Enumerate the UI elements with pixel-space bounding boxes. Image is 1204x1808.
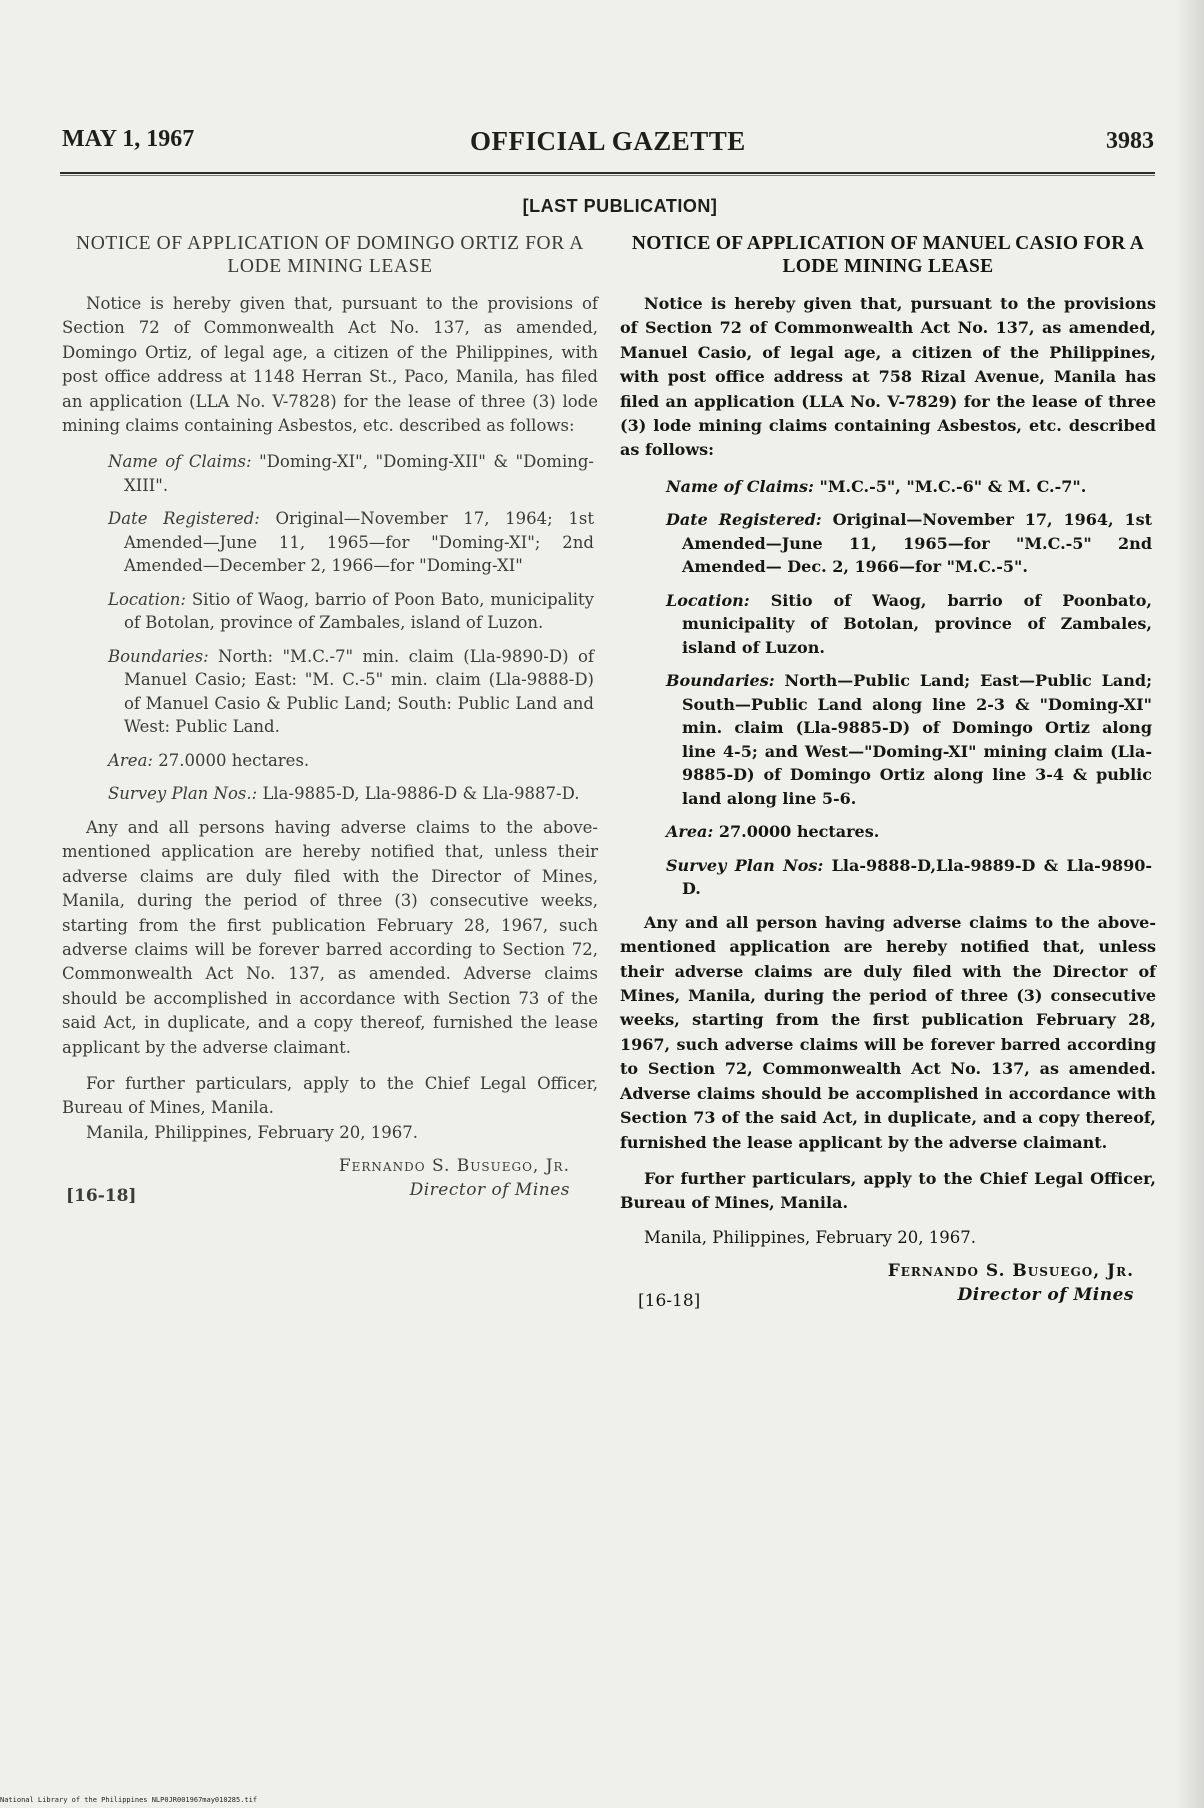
item-label: Date Registered: xyxy=(108,509,260,529)
notice-intro: Notice is hereby given that, pursuant to the provisions of Section 72 of Commonwealth Act No. 137, as amended, Manuel Casio, of legal age, a citizen of the Philippines, with post office address at 758 Rizal Avenue, Manila has filed an application (LLA No. V-7829) for the lease of three (3) lode mining claims containing Asbestos, etc. described as follows: xyxy=(620,294,1156,460)
date-registered xyxy=(108,507,594,578)
item-label: Area: xyxy=(666,822,714,842)
item-label: Name of Claims: xyxy=(108,452,252,472)
survey-plan xyxy=(666,854,1152,901)
location xyxy=(108,588,594,635)
publication-title: OFFICIAL GAZETTE xyxy=(470,126,746,156)
dateline: Manila, Philippines, February 20, 1967. xyxy=(644,1227,976,1247)
notice-manuel-casio xyxy=(620,232,1156,1321)
notice-intro: Notice is hereby given that, pursuant to the provisions of Section 72 of Commonwealth Act No. 137, as amended, Domingo Ortiz, of legal age, a citizen of the Philippines, with post office address at 1148 Herran St., Paco, Manila, has filed an application (LLA No. V-7828) for the lease of three (3) lode mining claims containing Asbestos, etc. described as follows: xyxy=(62,294,598,436)
item-label: Area: xyxy=(108,750,153,770)
item-text: North—Public Land; East—Public Land; South—Public Land along line 2-3 & "Doming-XI" min. claim (Lla-9885-D) of Domingo Ortiz along line 4-5; and West—"Doming-XI" mining claim (Lla-9885-D) of Domingo Ortiz along line 3-4 & public land along line 5-6. xyxy=(682,671,1152,808)
item-text: "Doming-XI", "Doming-XII" & "Doming-XIII". xyxy=(124,452,594,495)
item-text: Lla-9888-D,Lla-9889-D & Lla-9890-D. xyxy=(682,855,1152,899)
claim-names xyxy=(108,450,594,497)
signatory-title: Director of Mines xyxy=(957,1284,1134,1305)
signature-block xyxy=(62,1156,598,1216)
item-label: Boundaries: xyxy=(666,671,775,691)
item-label: Location: xyxy=(108,589,186,609)
header-rule xyxy=(60,172,1155,174)
boundaries xyxy=(108,645,594,739)
signature-block xyxy=(620,1261,1156,1321)
page-number: 3983 xyxy=(1106,128,1154,154)
page-edge-shadow xyxy=(1174,0,1204,1808)
claim-names xyxy=(666,475,1152,499)
location xyxy=(666,589,1152,660)
item-text: 27.0000 hectares. xyxy=(158,750,310,770)
area xyxy=(108,749,594,773)
page-header xyxy=(62,126,1154,162)
item-text: "M.C.-5", "M.C.-6" & M. C.-7". xyxy=(819,476,1087,496)
item-text: Lla-9885-D, Lla-9886-D & Lla-9887-D. xyxy=(262,784,580,804)
signatory-name: Fernando S. Busuego, Jr. xyxy=(338,1155,570,1176)
item-text: Sitio of Waog, barrio of Poon Bato, municipality of Botolan, province of Zambales, island of Luzon. xyxy=(124,589,594,633)
adverse-claims-paragraph: Any and all persons having adverse claims to the above-mentioned application are hereby notified that, unless their adverse claims are duly filed with the Director of Mines, Manila, during the period of three (3) consecutive weeks, starting from the first publication February 28, 1967, such adverse claims will be forever barred according to Section 72, Commonwealth Act No. 137, as amended. Adverse claims should be accomplished in accordance with Section 73 of the said Act, in duplicate, and a copy thereof, furnished the lease applicant by the adverse claimant. xyxy=(62,817,598,1057)
issue-date: MAY 1, 1967 xyxy=(62,126,195,152)
item-label: Survey Plan Nos.: xyxy=(108,784,258,804)
item-label: Location: xyxy=(666,590,750,610)
notice-title: NOTICE OF APPLICATION OF DOMINGO ORTIZ FOR A LODE MINING LEASE xyxy=(76,233,584,277)
publication-ref: [16-18] xyxy=(638,1290,701,1311)
adverse-claims-paragraph: Any and all person having adverse claims to the above-mentioned application are hereby notified that, unless their adverse claims are duly filed with the Director of Mines, Manila, during the period of three (3) consecutive weeks, starting from the first publication February 28, 1967, such adverse claims will be forever barred according to Section 72, Commonwealth Act No. 137, as amended. Adverse claims should be accomplished in accordance with Section 73 of the said Act, in duplicate, and a copy thereof, furnished the lease applicant by the adverse claimant. xyxy=(620,912,1156,1152)
signatory-title: Director of Mines xyxy=(409,1179,570,1200)
scan-footer: National Library of the Philippines NLP0JR001967may010285.tif xyxy=(0,1796,258,1804)
notice-title: NOTICE OF APPLICATION OF MANUEL CASIO FOR A LODE MINING LEASE xyxy=(631,233,1145,277)
further-particulars: For further particulars, apply to the Chief Legal Officer, Bureau of Mines, Manila. xyxy=(62,1074,598,1118)
dateline: Manila, Philippines, February 20, 1967. xyxy=(86,1122,418,1142)
date-registered xyxy=(666,508,1152,579)
notice-domingo-ortiz xyxy=(62,232,598,1216)
item-label: Date Registered: xyxy=(666,510,822,530)
item-text: Original—November 17, 1964; 1st Amended—June 11, 1965—for "Doming-XI"; 2nd Amended—December 2, 1966—for "Doming-XI" xyxy=(124,509,595,576)
last-publication-banner: [LAST PUBLICATION] xyxy=(522,196,718,216)
item-text: Sitio of Waog, barrio of Poonbato, municipality of Botolan, province of Zambales, island of Luzon. xyxy=(682,590,1152,657)
item-text: North: "M.C.-7" min. claim (Lla-9890-D) of Manuel Casio; East: "M. C.-5" min. claim (Lla-9888-D) of Manuel Casio & Public Land; South: Public Land and West: Public Land. xyxy=(124,646,594,737)
publication-ref: [16-18] xyxy=(66,1185,137,1206)
signatory-name: Fernando S. Busuego, Jr. xyxy=(887,1260,1134,1281)
survey-plan xyxy=(108,782,594,806)
item-label: Survey Plan Nos: xyxy=(666,855,824,875)
boundaries xyxy=(666,669,1152,810)
further-particulars: For further particulars, apply to the Chief Legal Officer, Bureau of Mines, Manila. xyxy=(620,1168,1156,1213)
item-text: Original—November 17, 1964, 1st Amended—June 11, 1965—for "M.C.-5" 2nd Amended— Dec. 2, 1966—for "M.C.-5". xyxy=(682,510,1153,577)
item-text: 27.0000 hectares. xyxy=(718,822,880,842)
header-rule-thin xyxy=(60,175,1155,176)
item-label: Name of Claims: xyxy=(666,476,814,496)
area xyxy=(666,820,1152,844)
item-label: Boundaries: xyxy=(108,646,209,666)
